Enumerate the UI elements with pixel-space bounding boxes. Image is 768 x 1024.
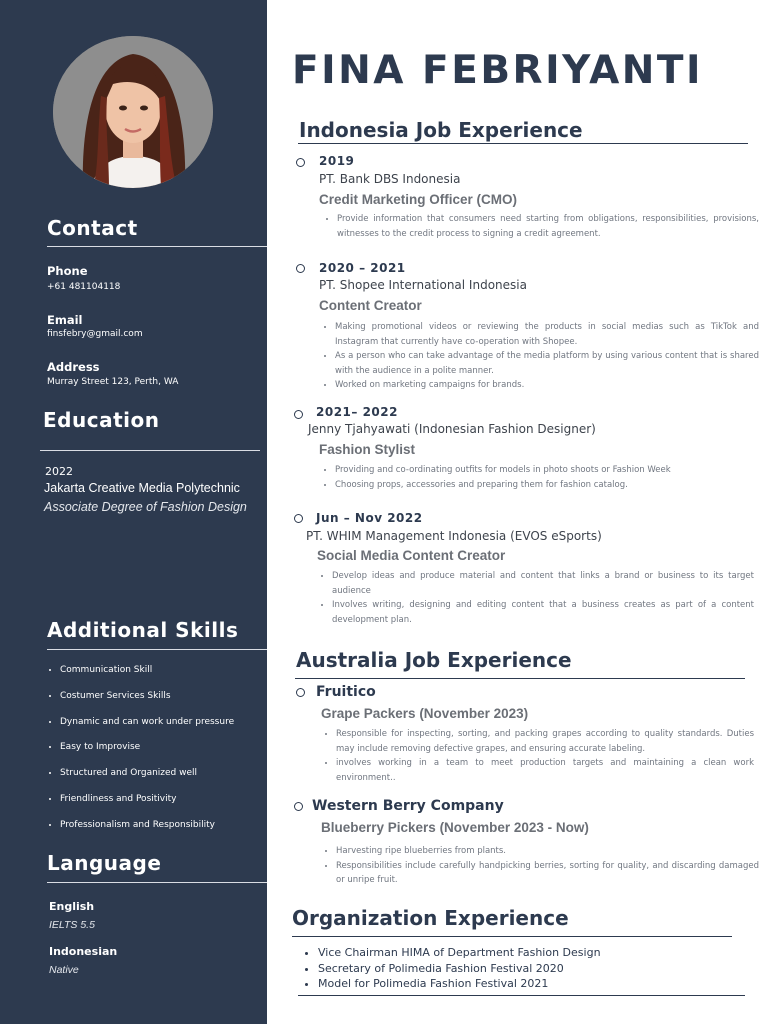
timeline-dot-icon (296, 158, 305, 167)
job-duties (321, 727, 754, 785)
indonesia-heading: Indonesia Job Experience (299, 118, 583, 142)
duty-item: • Responsible for inspecting, sorting, and packing grapes according to quality standards. Duties may include removing defective grapes, and ensuring accurate labeling. (336, 727, 754, 756)
job-duties (322, 212, 759, 241)
duty-item: • As a person who can take advantage of the media platform by using various content that is shared with the audience in a polite manner. (335, 349, 759, 378)
duty-item: • Provide information that consumers need starting from obligations, responsibilities, provisions, witnesses to the credit process to signing a credit agreement. (337, 212, 759, 241)
job-period: 2019 (319, 154, 355, 168)
organization-item: • Model for Polimedia Fashion Festival 2021 (318, 976, 601, 992)
contact-heading: Contact (47, 216, 138, 240)
language-name: English (49, 900, 95, 913)
job-company: PT. Shopee International Indonesia (319, 278, 527, 292)
job-company: Jenny Tjahyawati (Indonesian Fashion Designer) (308, 422, 596, 436)
job-duties (320, 320, 759, 393)
language-level: IELTS 5.5 (49, 919, 95, 931)
organization-divider (292, 936, 732, 937)
job-role: Grape Packers (November 2023) (321, 706, 529, 721)
education-degree: Associate Degree of Fashion Design (44, 500, 247, 514)
skill-item: • Easy to Improvise (60, 739, 234, 765)
education-school: Jakarta Creative Media Polytechnic (44, 481, 240, 495)
job-duties (321, 844, 759, 888)
job-company: PT. Bank DBS Indonesia (319, 172, 461, 186)
education-divider (40, 450, 260, 451)
job-company: Western Berry Company (312, 798, 504, 814)
job-role: Blueberry Pickers (November 2023 - Now) (321, 820, 589, 835)
organization-list (300, 945, 601, 992)
contact-divider (47, 246, 267, 247)
australia-divider (295, 678, 745, 679)
job-period: Jun – Nov 2022 (316, 511, 423, 525)
duty-item: • Involves writing, designing and editing content that a business creates as part of a content development plan. (332, 598, 754, 627)
duty-item: • Responsibilities include carefully handpicking berries, sorting for quality, and discarding damaged or unripe fruit. (336, 859, 759, 888)
skill-item: • Friendliness and Positivity (60, 791, 234, 817)
indonesia-divider (298, 143, 748, 144)
skills-heading: Additional Skills (47, 618, 239, 642)
duty-item: • Choosing props, accessories and preparing them for fashion catalog. (335, 478, 759, 493)
job-role: Content Creator (319, 298, 422, 313)
address-value: Murray Street 123, Perth, WA (47, 377, 179, 387)
skill-item: • Communication Skill (60, 662, 234, 688)
candidate-name: FINA FEBRIYANTI (292, 48, 704, 93)
job-period: 2020 – 2021 (319, 261, 406, 275)
language-name: Indonesian (49, 945, 118, 958)
job-duties (320, 463, 759, 492)
profile-photo (53, 36, 213, 188)
duty-item: • involves working in a team to meet production targets and maintaining a clean work environment.. (336, 756, 754, 785)
timeline-dot-icon (294, 410, 303, 419)
timeline-dot-icon (294, 514, 303, 523)
email-label: Email (47, 313, 83, 327)
job-company: Fruitico (316, 684, 376, 700)
duty-item: • Providing and co-ordinating outfits for models in photo shoots or Fashion Week (335, 463, 759, 478)
skill-item: • Professionalism and Responsibility (60, 817, 234, 843)
skill-item: • Structured and Organized well (60, 765, 234, 791)
job-company: PT. WHIM Management Indonesia (EVOS eSports) (306, 529, 602, 543)
skill-item: • Dynamic and can work under pressure (60, 714, 234, 740)
sidebar (0, 0, 267, 1024)
organization-item: • Vice Chairman HIMA of Department Fashion Design (318, 945, 601, 961)
phone-value: +61 481104118 (47, 282, 121, 292)
job-role: Social Media Content Creator (317, 548, 506, 563)
education-heading: Education (43, 408, 160, 432)
job-role: Credit Marketing Officer (CMO) (319, 192, 518, 207)
skills-divider (47, 649, 267, 650)
timeline-dot-icon (296, 688, 305, 697)
timeline-dot-icon (294, 802, 303, 811)
duty-item: • Worked on marketing campaigns for brands. (335, 378, 759, 393)
language-heading: Language (47, 851, 162, 875)
duty-item: • Making promotional videos or reviewing the products in social medias such as TikTok and Instagram that currently have co-operation with Shopee. (335, 320, 759, 349)
email-value: finsfebry@gmail.com (47, 329, 143, 339)
portrait-image (53, 36, 213, 188)
organization-heading: Organization Experience (292, 906, 569, 930)
skill-item: • Costumer Services Skills (60, 688, 234, 714)
organization-item: • Secretary of Polimedia Fashion Festival 2020 (318, 961, 601, 977)
organization-bottom-divider (298, 995, 745, 996)
job-role: Fashion Stylist (319, 442, 416, 457)
job-period: 2021– 2022 (316, 405, 398, 419)
job-duties (317, 569, 754, 627)
language-divider (47, 882, 267, 883)
timeline-dot-icon (296, 264, 305, 273)
education-year: 2022 (45, 465, 73, 478)
skills-list (44, 662, 234, 843)
australia-heading: Australia Job Experience (296, 648, 572, 672)
phone-label: Phone (47, 264, 88, 278)
address-label: Address (47, 360, 100, 374)
language-level: Native (49, 964, 79, 976)
duty-item: • Develop ideas and produce material and content that links a brand or business to its target audience (332, 569, 754, 598)
duty-item: • Harvesting ripe blueberries from plants. (336, 844, 759, 859)
